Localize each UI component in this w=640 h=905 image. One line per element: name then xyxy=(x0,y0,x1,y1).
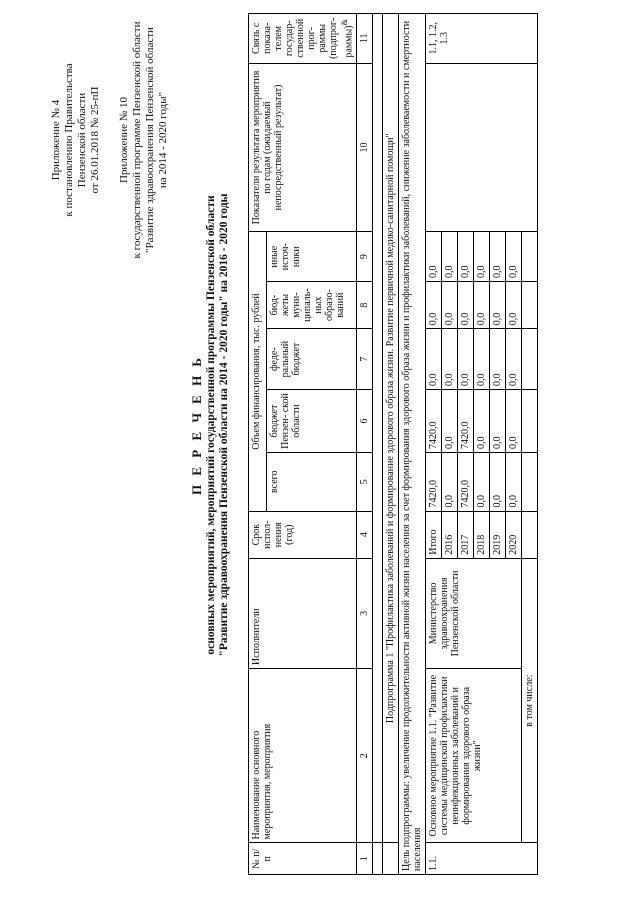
appendix-10-line2: к государственной программе Пензенской области xyxy=(131,21,143,259)
row-federal: 0,0 xyxy=(458,329,474,390)
row-year: 2019 xyxy=(490,511,506,558)
row-federal: 0,0 xyxy=(426,329,442,390)
row-other: 0,0 xyxy=(474,232,490,282)
row-total: 0,0 xyxy=(490,453,506,512)
row-municipal: 0,0 xyxy=(458,281,474,328)
row-total: 0,0 xyxy=(442,453,458,512)
row-federal: 0,0 xyxy=(442,329,458,390)
appendix-4-line4: от 26.01.2018 № 25-пП xyxy=(89,86,101,194)
row-federal: 0,0 xyxy=(474,329,490,390)
appendix-4-line3: Пензенской области xyxy=(76,92,88,188)
appendix-4-block xyxy=(50,15,102,265)
colnum: 11 xyxy=(357,14,373,64)
item-executor: Министерство здравоохранения Пензенской области xyxy=(426,558,522,668)
appendix-10-line3: "Развитие здравоохранения Пензенской области xyxy=(144,27,156,253)
row-other: 0,0 xyxy=(442,232,458,282)
heading-line1: основных мероприятий, мероприятий государственной программы Пензенской области xyxy=(205,195,217,655)
including-cell xyxy=(522,453,538,512)
header-total: всего xyxy=(266,453,357,512)
row-federal: 0,0 xyxy=(506,329,522,390)
row-regional: 0,0 xyxy=(490,389,506,452)
colnum: 4 xyxy=(357,511,373,558)
item-num: 1.1. xyxy=(426,843,538,875)
header-funding: Объем финансирования, тыс. рублей xyxy=(249,232,267,511)
item-link: 1.1, 1.2, 1.3 xyxy=(426,14,538,64)
row-regional: 0,0 xyxy=(442,389,458,452)
including-label: в том числе: xyxy=(522,558,538,843)
heading-line2: "Развитие здравоохранения Пензенской области на 2014 - 2020 годы" на 2016 - 2020 годы xyxy=(218,193,230,657)
including-cell xyxy=(522,329,538,390)
row-year: Итого xyxy=(426,511,442,558)
header-name: Наименование основного мероприятия, мероприятия xyxy=(249,669,357,843)
row-total: 0,0 xyxy=(474,453,490,512)
row-total: 7420,0 xyxy=(458,453,474,512)
row-municipal: 0,0 xyxy=(474,281,490,328)
item-indicators xyxy=(426,63,538,232)
row-regional: 7420,0 xyxy=(426,389,442,452)
column-numbers-row xyxy=(357,14,373,875)
row-municipal: 0,0 xyxy=(442,281,458,328)
subprogram-title: Подпрограмма 1 "Профилактика заболеваний и формирование здорового образа жизни. Развитие первичной медико-санитарной помощи" xyxy=(383,14,399,844)
colnum: 8 xyxy=(357,281,373,328)
colnum: 3 xyxy=(357,558,373,668)
appendix-10-line4: на 2014 - 2020 годы" xyxy=(157,91,169,189)
colnum: 9 xyxy=(357,232,373,282)
colnum: 7 xyxy=(357,329,373,390)
colnum: 6 xyxy=(357,389,373,452)
subprogram-row xyxy=(383,14,399,875)
including-cell xyxy=(522,281,538,328)
header-indicators: Показатели результата мероприятия по годам (ожидаемый непосредственный результат) xyxy=(249,63,357,232)
header-municipal: бюд- жеты муни- ципаль- ных образо- ваний xyxy=(266,281,357,328)
appendix-4-line1: Приложение № 4 xyxy=(50,99,62,181)
document-heading xyxy=(190,65,231,785)
colnum: 2 xyxy=(357,669,373,843)
spacer-cell xyxy=(373,843,383,875)
row-municipal: 0,0 xyxy=(490,281,506,328)
row-other: 0,0 xyxy=(458,232,474,282)
appendix-10-block xyxy=(118,15,170,265)
including-cell xyxy=(522,389,538,452)
including-cell xyxy=(522,232,538,282)
header-term: Срок испол- нения (год) xyxy=(249,511,357,558)
row-municipal: 0,0 xyxy=(426,281,442,328)
header-link-text: Связь с показа- телем государ- ственной прог- раммы (подпрог- раммы) xyxy=(251,17,355,59)
row-regional: 0,0 xyxy=(474,389,490,452)
row-other: 0,0 xyxy=(426,232,442,282)
header-regional: бюджет Пензен- ской области xyxy=(266,389,357,452)
row-total: 7420,0 xyxy=(426,453,442,512)
spacer-row xyxy=(373,14,383,875)
row-regional: 0,0 xyxy=(506,389,522,452)
row-regional: 7420,0 xyxy=(458,389,474,452)
header-link-sup: & xyxy=(340,18,349,26)
header-other: иные источ- ники xyxy=(266,232,357,282)
colnum: 1 xyxy=(357,843,373,875)
activities-table xyxy=(248,13,538,875)
item-name: Основное мероприятие 1.1. "Развитие системы медицинской профилактики неинфекционных заболеваний и формирования здорового образа жизни" xyxy=(426,669,522,843)
header-link xyxy=(249,14,357,64)
including-cell xyxy=(522,511,538,558)
row-federal: 0,0 xyxy=(490,329,506,390)
row-total: 0,0 xyxy=(506,453,522,512)
row-year: 2020 xyxy=(506,511,522,558)
item-row xyxy=(426,14,442,875)
subprogram-blank xyxy=(383,843,399,875)
row-year: 2018 xyxy=(474,511,490,558)
header-executor: Исполнители xyxy=(249,558,357,668)
row-municipal: 0,0 xyxy=(506,281,522,328)
row-other: 0,0 xyxy=(490,232,506,282)
header-federal: феде- ральный бюджет xyxy=(266,329,357,390)
spacer-cell xyxy=(373,14,383,844)
appendix-10-line1: Приложение № 10 xyxy=(118,96,130,184)
appendix-4-line2: к постановлению Правительства xyxy=(63,63,75,217)
row-year: 2016 xyxy=(442,511,458,558)
goal-row xyxy=(399,14,426,875)
header-num: № п/п xyxy=(249,843,357,875)
colnum: 10 xyxy=(357,63,373,232)
row-year: 2017 xyxy=(458,511,474,558)
colnum: 5 xyxy=(357,453,373,512)
row-other: 0,0 xyxy=(506,232,522,282)
subprogram-goal: Цель подпрограммы: увеличение продолжительности активной жизни населения за счет формирования здорового образа жизни и профилактики заболеваний, снижение заболеваемости и смертности населения xyxy=(399,14,426,875)
document-title: П Е Р Е Ч Е Н Ь xyxy=(189,354,204,496)
header-row-1 xyxy=(249,14,267,875)
